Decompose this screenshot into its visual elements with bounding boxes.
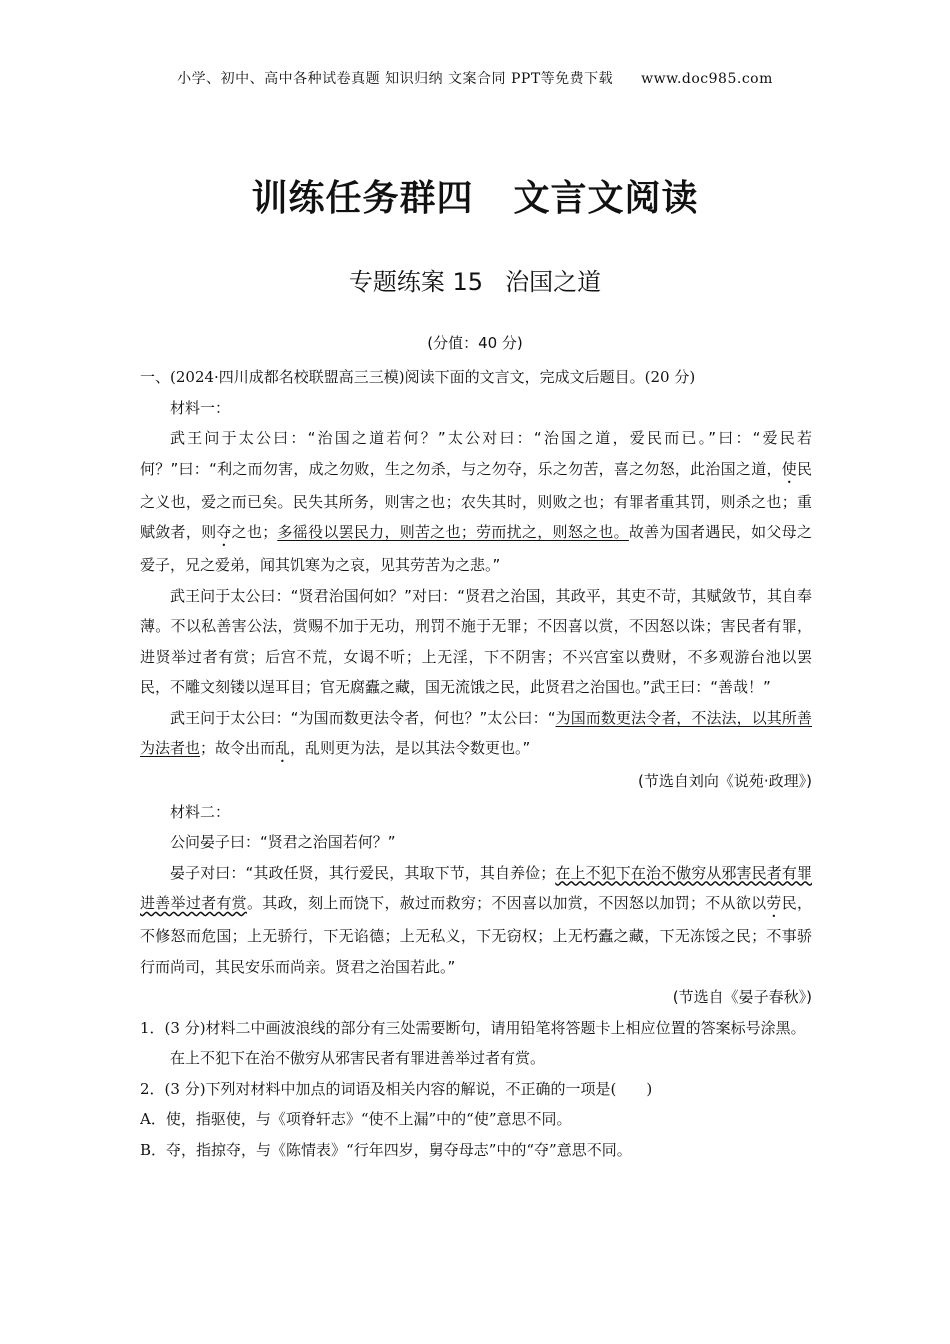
title-part2: 文言文阅读 xyxy=(513,178,699,219)
question-2-option-a[interactable]: A．使，指驱使，与《项脊轩志》“使不上漏”中的“使”意思不同。 xyxy=(140,1110,572,1128)
underlined-sentence-2: 为国而数更法令者，不法法，以其所善为法者也 xyxy=(140,708,812,757)
header-text: 小学、初中、高中各种试卷真题 知识归纳 文案合同 PPT等免费下载 xyxy=(177,71,614,87)
dotted-word-duo: 夺 xyxy=(216,523,232,541)
section-heading: 一、(2024·四川成都名校联盟高三三模)阅读下面的文言文，完成文后题目。(20 分) xyxy=(140,368,696,386)
question-2: 2．(3 分)下列对材料中加点的词语及相关内容的解说，不正确的一项是( ) xyxy=(140,1079,653,1098)
material1-label: 材料一： xyxy=(170,398,231,417)
dotted-word-shi: 使 xyxy=(781,459,797,478)
title-part1: 训练任务群四 xyxy=(251,178,474,219)
page-subtitle xyxy=(0,262,950,297)
material1-source: (节选自刘向《说苑·政理》) xyxy=(638,772,812,790)
material2-paragraph-2: 晏子对曰：“其政任贤，其行爱民，其取下节，其自养俭；在上不犯下在治不傲穷从邪害民者有罪进善举过者有赏。其政，刻上而饶下，赦过而救穷；不因喜以加赏，不因怒以加罚；不从欲以劳民，不修怒而危国；上无骄行，下无谄德；上无私义，下无窃权；上无朽蠹之藏，下无冻馁之民；不事骄行而尚司，其民安乐而尚亲。贤君之治国若此。” xyxy=(140,863,812,976)
subtitle-part2: 治国之道 xyxy=(505,268,602,296)
underlined-sentence-1: 多徭役以罢民力，则苦之也；劳而扰之，则怒之也。 xyxy=(277,523,629,541)
material1-paragraph-3: 武王问于太公曰：“为国而数更法令者，何也？”太公曰：“为国而数更法令者，不法法，以其所善为法者也；故令出而乱，乱则更为法，是以其法令数更也。” xyxy=(140,708,812,757)
question-1: 1．(3 分)材料二中画波浪线的部分有三处需要断句，请用铅笔将答题卡上相应位置的答案标号涂黑。 xyxy=(140,1018,806,1037)
material2-source: (节选自《晏子春秋》) xyxy=(672,988,812,1006)
page-header xyxy=(0,68,950,88)
material2-paragraph-1: 公问晏子曰：“贤君之治国若何？” xyxy=(170,833,396,851)
wavy-sentence: 在上不犯下在治不傲穷从邪害民者有罪进善举过者有赏 xyxy=(140,863,812,912)
material2-label: 材料二： xyxy=(170,802,231,821)
page-title xyxy=(0,170,950,221)
question-2-option-b[interactable]: B．夺，指掠夺，与《陈情表》“行年四岁，舅夺母志”中的“夺”意思不同。 xyxy=(140,1140,632,1159)
dotted-word-luan: 乱 xyxy=(275,739,291,757)
document-body xyxy=(140,362,812,1165)
dotted-word-lao: 劳 xyxy=(766,894,782,912)
material1-paragraph-2: 武王问于太公曰：“贤君治国何如？”对曰：“贤君之治国，其政平，其吏不苛，其赋敛节，其自奉薄。不以私善害公法，赏赐不加于无功，刑罚不施于无罪；不因喜以赏，不因怒以诛；害民者有罪，进贤举过者有赏；后宫不荒，女谒不听；上无淫，下不阴害；不兴宫室以费财，不多观游台池以罢民，不雕文刻镂以逞耳目；官无腐蠹之藏，国无流饿之民，此贤君之治国也。”武王曰：“善哉！” xyxy=(140,586,812,696)
question-1-sentence: 在上不犯下在治不傲穷从邪害民者有罪进善举过者有赏。 xyxy=(170,1049,546,1067)
material1-paragraph-1: 武王问于太公曰：“治国之道若何？”太公对曰：“治国之道，爱民而已。”曰：“爱民若何？”曰：“利之而勿害，成之勿败，生之勿杀，与之勿夺，乐之勿苦，喜之勿怒，此治国之道，使民之义也，爱之而已矣。民失其所务，则害之也；农失其时，则败之也；有罪者重其罚，则杀之也；重赋敛者，则夺之也；多徭役以罢民力，则苦之也；劳而扰之，则怒之也。故善为国者遇民，如父母之爱子，兄之爱弟，闻其饥寒为之哀，见其劳苦为之悲。” xyxy=(140,429,812,574)
header-site: www.doc985.com xyxy=(641,71,773,87)
score-line: (分值：40 分) xyxy=(427,334,523,352)
subtitle-part1: 专题练案 15 xyxy=(348,268,484,296)
